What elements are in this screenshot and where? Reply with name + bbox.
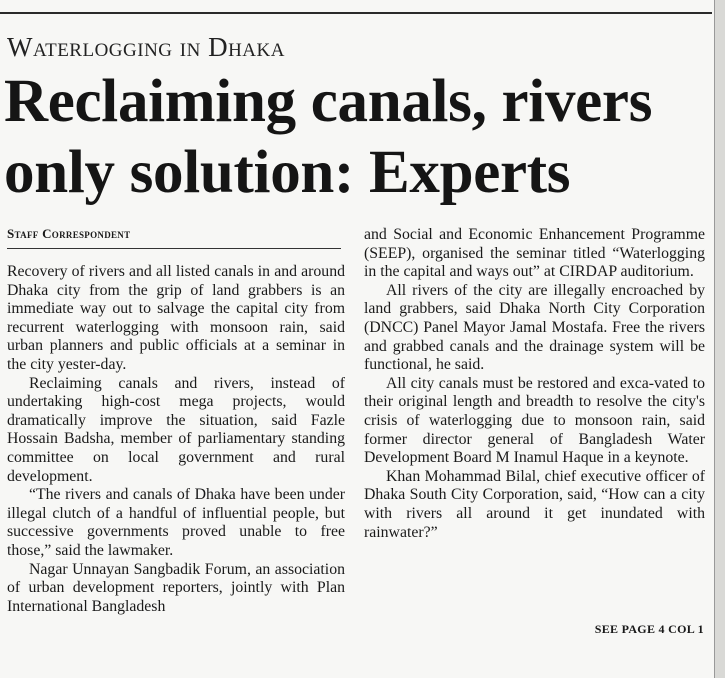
paragraph: Reclaiming canals and rivers, instead of undertaking high-cost mega projects, would dramatically improve the situation, said Fazle Hossain Badsha, member of parliamentary standing committee on local government and rural development. <box>7 374 345 485</box>
paragraph: All rivers of the city are illegally encroached by land grabbers, said Dhaka North City Corporation (DNCC) Panel Mayor Jamal Mostafa. Free the rivers and grabbed canals and the drainage system will be functional, he said. <box>364 281 705 374</box>
continuation-note: SEE PAGE 4 COL 1 <box>594 622 704 636</box>
paragraph: Nagar Unnayan Sangbadik Forum, an association of urban development reporters, jointly with Plan International Bangladesh <box>7 560 345 615</box>
article-column-1 <box>7 226 345 616</box>
article-column-2 <box>364 226 705 542</box>
headline: Reclaiming canals, rivers only solution: Experts <box>4 68 653 206</box>
byline-rule <box>7 248 341 249</box>
top-rule <box>0 12 712 14</box>
paragraph: Recovery of rivers and all listed canals in and around Dhaka city from the grip of land grabbers is an immediate way out to salvage the capital city from recurrent waterlogging with monsoon rain, said urban planners and public officials at a seminar in the city yester-day. <box>7 263 345 373</box>
byline: Staff Correspondent <box>7 226 131 241</box>
paragraph: All city canals must be restored and exca-vated to their original length and breadth to resolve the city's crisis of waterlogging due to monsoon rain, said former director general of Bangladesh Water Development Board M Inamul Haque in a keynote. <box>364 374 705 467</box>
paragraph: “The rivers and canals of Dhaka have been under illegal clutch of a handful of influential people, but successive governments proved unable to free those,” said the lawmaker. <box>7 486 345 559</box>
paragraph: Khan Mohammad Bilal, chief executive officer of Dhaka South City Corporation, said, “How can a city with rivers all around it get inundated with rainwater?” <box>364 467 705 541</box>
kicker: Waterlogging in Dhaka <box>7 32 285 62</box>
page-edge <box>714 0 725 678</box>
paragraph: and Social and Economic Enhancement Programme (SEEP), organised the seminar titled “Waterlogging in the capital and ways out” at CIRDAP auditorium. <box>364 226 705 281</box>
